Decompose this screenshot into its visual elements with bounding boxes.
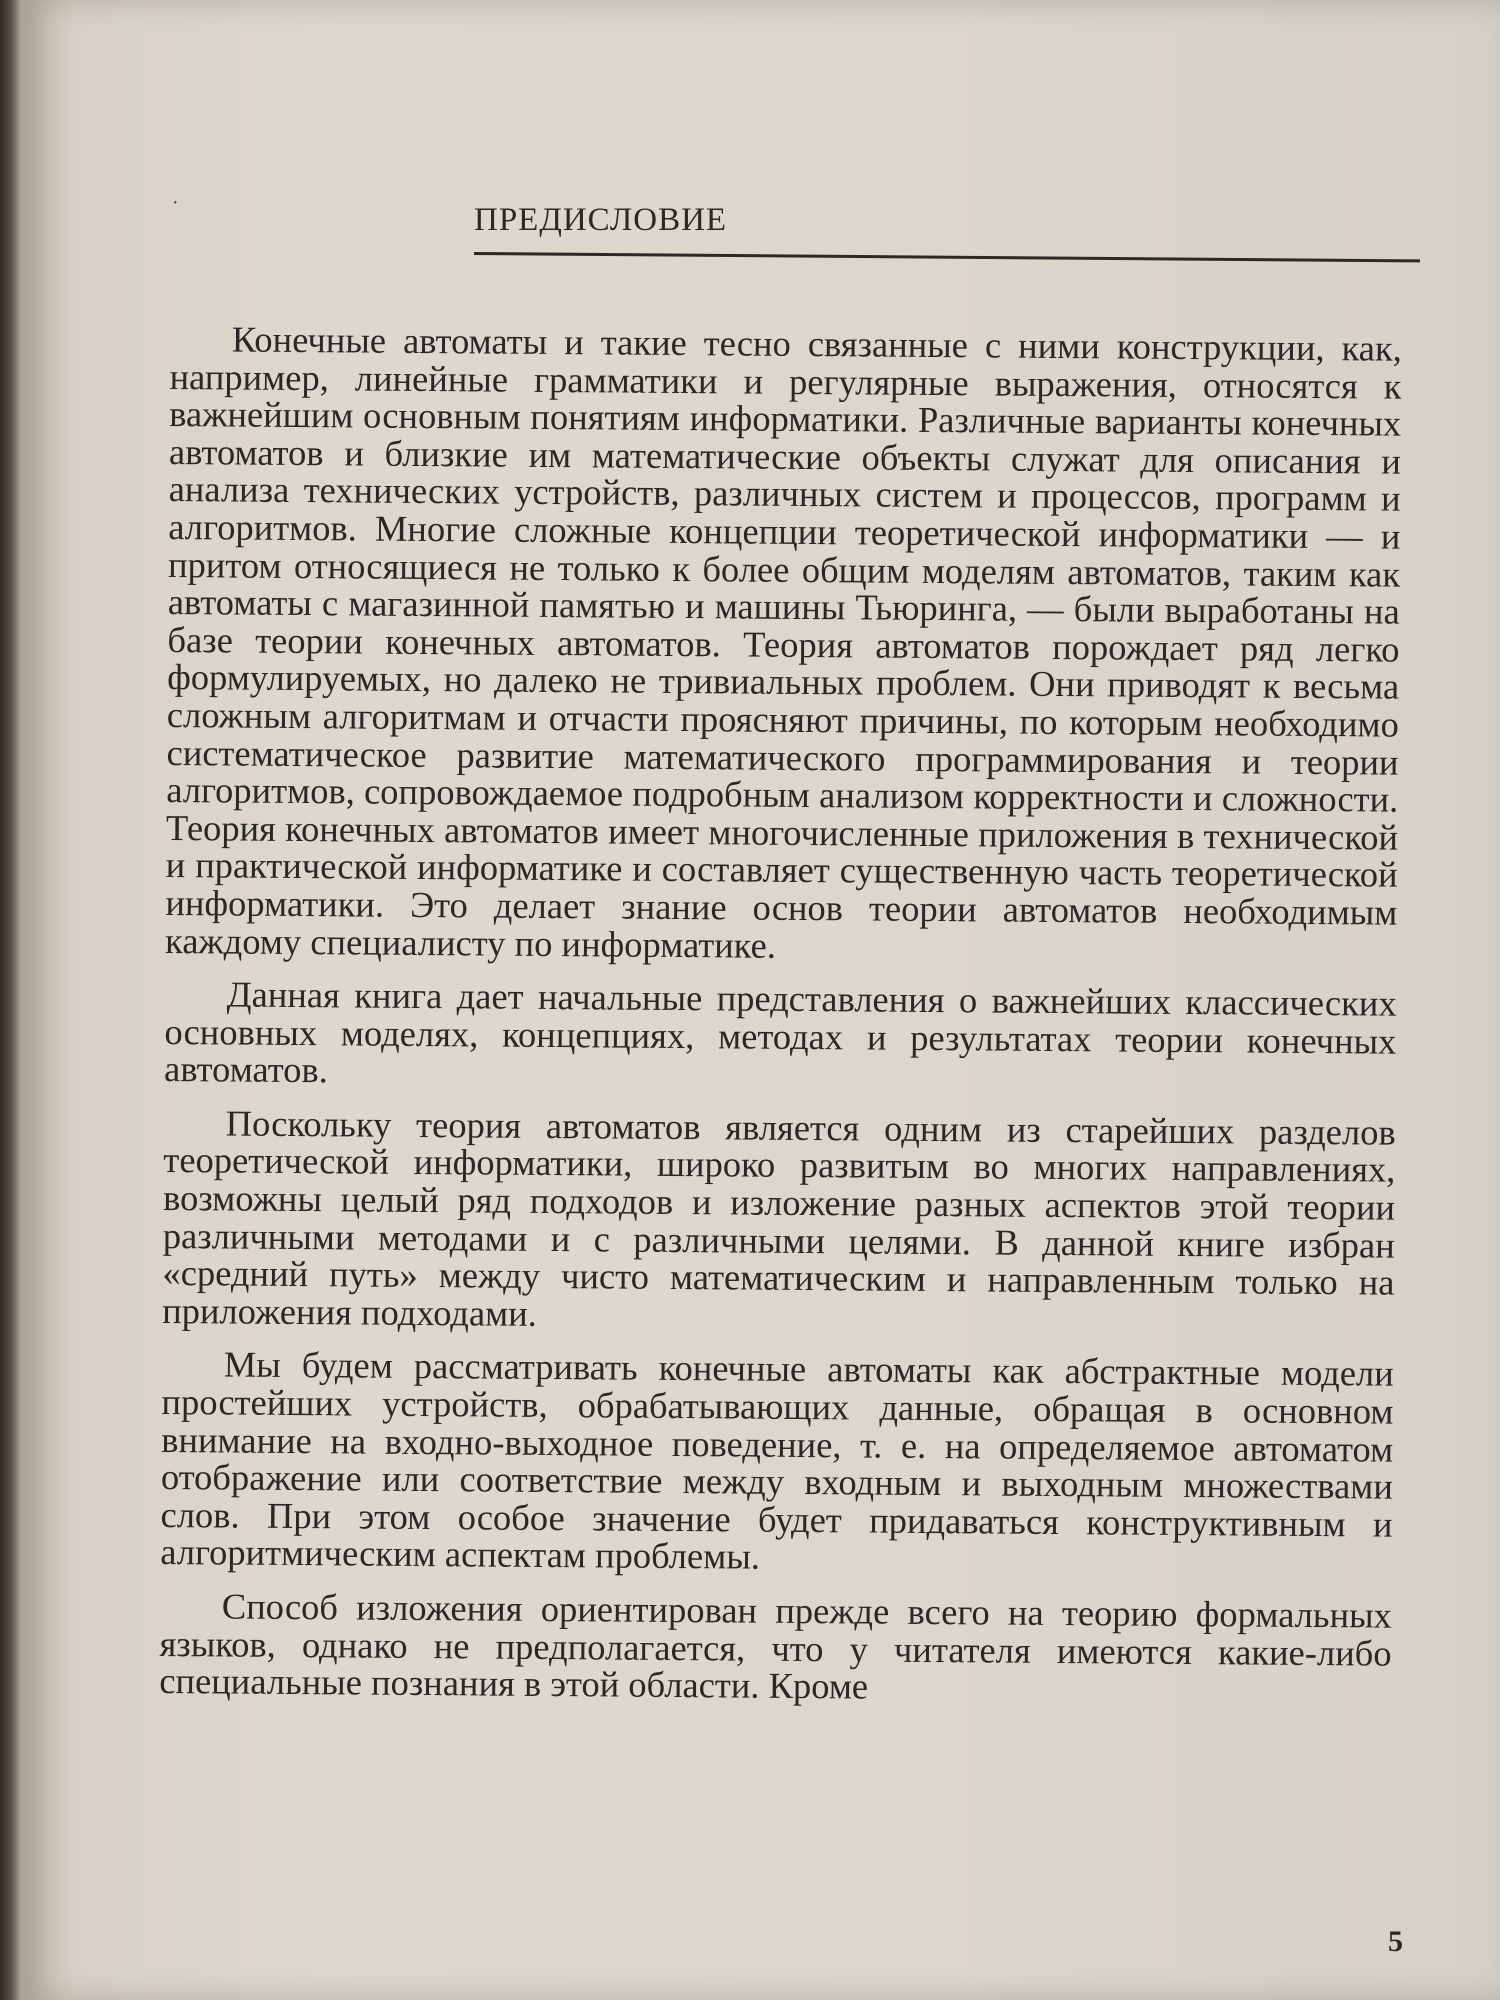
paragraph-5: Способ изложения ориентирован прежде всего на теорию формальных языков, однако не предполагается, что у читателя имеются какие-либо специальные познания в этой области. Кроме	[159, 1585, 1393, 1707]
body-text	[159, 320, 1402, 1725]
paragraph-2: Данная книга дает начальные представления о важнейших классических основных моделях, концепциях, методах и результатах теории конечных автоматов.	[163, 973, 1397, 1091]
book-page	[22, 0, 1500, 2000]
page-number: 5	[1388, 1925, 1403, 1958]
heading-rule	[474, 252, 1420, 262]
page-heading: ПРЕДИСЛОВИЕ	[474, 202, 728, 238]
paragraph-4: Мы будем рассматривать конечные автоматы как абстрактные модели простейших устройств, обрабатывающих данные, обращая в основном внимание на входно-выходное поведение, т. е. на определяемое автоматом отображение или соответствие между входным и выходным множествами слов. При этом особое значение будет придаваться конструктивным и алгоритмическим аспектам проблемы.	[160, 1343, 1394, 1578]
book-spine	[0, 0, 22, 2000]
margin-mark: ·	[172, 192, 179, 214]
paragraph-3: Поскольку теория автоматов является одним из старейших разделов теоретической информатики, широко развитым во многих направлениях, возможны целый ряд подходов и изложение разных аспектов этой теории различными методами и с различными целями. В данной книге избран «средний путь» между чисто математическим и направленным только на приложения подходами.	[162, 1102, 1396, 1334]
paragraph-1: Конечные автоматы и такие тесно связанные с ними конструкции, как, например, линейные грамматики и регулярные выражения, относятся к важнейшим основным понятиям информатики. Различные варианты конечных автоматов и близкие им математические объекты служат для описания и анализа технических устройств, различных систем и процессов, программ и алгоритмов. Многие сложные концепции теоретической информатики — и притом относящиеся не только к более общим моделям автоматов, таким как автоматы с магазинной памятью и машины Тьюринга, — были выработаны на базе теории конечных автоматов. Теория автоматов порождает ряд легко формулируемых, но далеко не тривиальных проблем. Они приводят к весьма сложным алгоритмам и отчасти проясняют причины, по которым необходимо систематическое развитие математического программирования и теории алгоритмов, сопровождаемое подробным анализом корректности и сложности. Теория конечных автоматов имеет многочисленные приложения в технической и практической информатике и составляет существенную часть теоретической информатики. Это делает знание основ теории автоматов необходимым каждому специалисту по информатике.	[164, 318, 1402, 966]
